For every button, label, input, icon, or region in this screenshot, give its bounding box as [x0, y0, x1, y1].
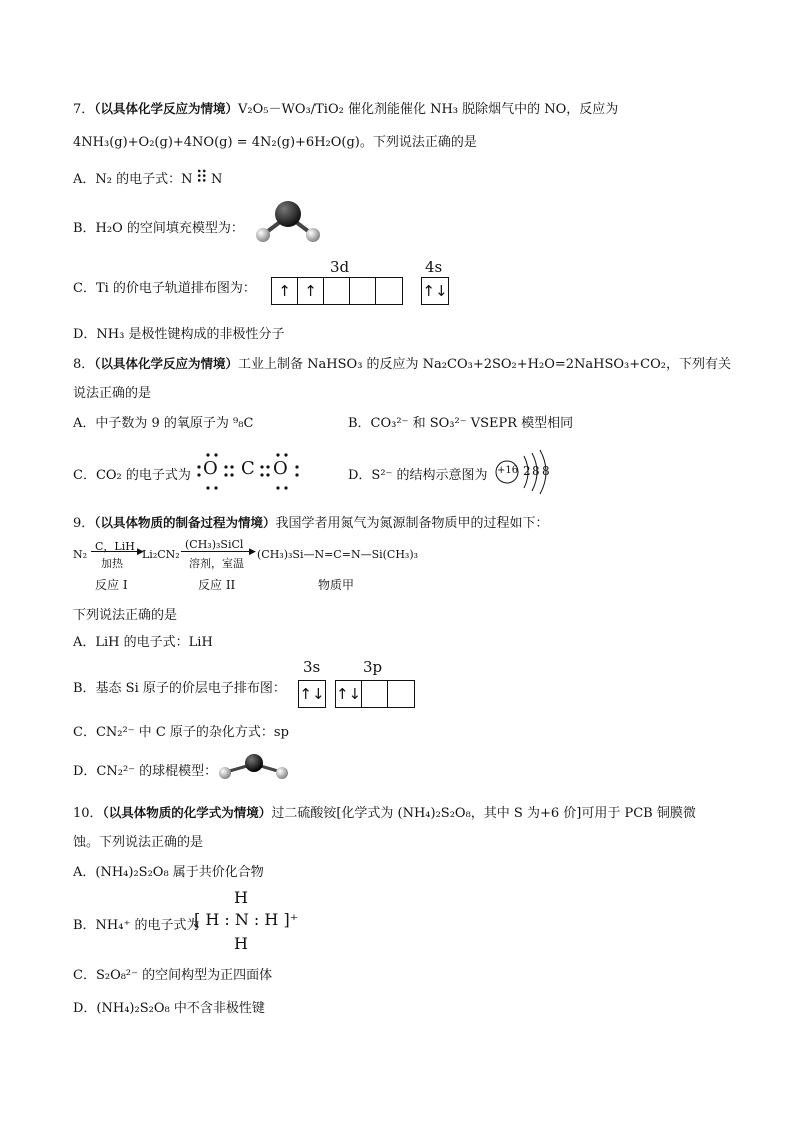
q10-number: 10． — [73, 806, 103, 821]
q7-option-c: C．Ti 的价电子轨道排布图为： — [73, 281, 256, 296]
orbital-cell — [388, 681, 414, 707]
q9-number: 9． — [73, 516, 95, 531]
q7-stem1: V₂O₅－WO₃/TiO₂ 催化剂能催化 NH₃ 脱除烟气中的 NO，反应为 — [238, 102, 619, 117]
scheme-arrow2-top: (CH₃)₃SiCl — [185, 538, 244, 551]
q7-option-b: B．H₂O 的空间填充模型为： — [73, 221, 244, 236]
si-3s-orbital — [298, 680, 326, 708]
orbital-cell: ↑↓ — [422, 282, 448, 300]
si-3p-orbitals — [335, 680, 415, 708]
q8-number: 8． — [73, 357, 95, 372]
co2-lewis-c: C — [241, 458, 255, 479]
q9-option-c: C．CN₂²⁻ 中 C 原子的杂化方式：sp — [73, 725, 289, 740]
q7-stem-line1 — [73, 98, 618, 117]
scheme-arrow1 — [91, 551, 141, 552]
nh4-bottom-h: H — [234, 934, 248, 953]
q9-option-d: D．CN₂²⁻ 的球棍模型： — [73, 764, 218, 779]
scheme-label1: 反应 I — [95, 578, 128, 592]
ti-3d-orbitals — [271, 277, 403, 305]
scheme-label3: 物质甲 — [318, 578, 355, 592]
orbital-cell: ↑ — [272, 278, 298, 304]
q8-stem-line1 — [73, 353, 731, 372]
q10-option-c: C．S₂O₈²⁻ 的空间构型为正四面体 — [73, 968, 273, 983]
scheme-mid: Li₂CN₂ — [142, 548, 180, 561]
q9-stem1: 我国学者用氮气为氮源制备物质甲的过程如下： — [275, 516, 549, 531]
scheme-product: (CH₃)₃Si—N=C=N—Si(CH₃)₃ — [257, 548, 419, 561]
orbital-cell — [376, 278, 402, 304]
orbital-cell — [362, 681, 388, 707]
scheme-arrow1-bottom: 加热 — [101, 557, 123, 570]
q9-tag: （以具体物质的制备过程为情境） — [94, 515, 276, 530]
q8-option-c: C．CO₂ 的电子式为 — [73, 468, 191, 483]
label-4s: 4s — [425, 258, 443, 276]
q9-option-b: B．基态 Si 原子的价层电子排布图： — [73, 681, 286, 696]
scheme-arrow1-top: C，LiH — [95, 540, 135, 553]
q8-option-b: B．CO₃²⁻ 和 SO₃²⁻ VSEPR 模型相同 — [348, 416, 574, 431]
q8-stem1: 工业上制备 NaHSO₃ 的反应为 Na₂CO₃+2SO₂+H₂O=2NaHSO₃+CO₂，下列有关 — [238, 357, 731, 372]
s2-nucleus: +16 — [497, 465, 519, 476]
q8-option-d: D．S²⁻ 的结构示意图为 — [348, 468, 488, 483]
co2-electron-dots-icon — [196, 452, 302, 492]
orbital-cell: ↑ — [298, 278, 324, 304]
s2-structure-diagram — [494, 448, 556, 496]
orbital-cell — [324, 278, 350, 304]
scheme-label2: 反应 II — [198, 578, 236, 592]
s2-shell-2: 8 — [532, 464, 540, 478]
orbital-cell — [350, 278, 376, 304]
q7-tag: （以具体化学反应为情境） — [94, 101, 239, 116]
co2-lewis-o1: O — [203, 458, 218, 479]
arrow-head-icon: ▶ — [137, 547, 144, 557]
q10-stem-line1 — [73, 802, 696, 821]
arrow-head-icon: ▶ — [249, 547, 256, 557]
q7-option-a — [73, 168, 222, 188]
nh4-lewis-formula: [ H : N : H ]⁺ — [194, 910, 299, 929]
q10-stem1: 过二硫酸铵[化学式为 (NH₄)₂S₂O₈，其中 S 为+6 价]可用于 PCB 铜膜微 — [271, 806, 696, 821]
q7-a-end: N — [210, 172, 223, 187]
q9-reaction-scheme — [73, 538, 473, 594]
q10-option-d: D．(NH₄)₂S₂O₈ 中不含非极性键 — [73, 1001, 265, 1016]
q7-option-d: D．NH₃ 是极性键构成的非极性分子 — [73, 327, 285, 342]
s2-shell-3: 8 — [542, 464, 550, 478]
q7-number: 7． — [73, 102, 95, 117]
q10-option-b: B．NH₄⁺ 的电子式为 — [73, 918, 200, 933]
scheme-arrow2-bottom: 溶剂，室温 — [189, 557, 244, 570]
q7-a-text: A．N₂ 的电子式：N — [73, 172, 193, 187]
q10-stem-line2: 蚀。下列说法正确的是 — [73, 835, 204, 850]
orbital-cell: ↑↓ — [299, 685, 325, 703]
q9-stem-line1 — [73, 512, 549, 531]
label-3p: 3p — [363, 658, 383, 676]
q9-stem-line2: 下列说法正确的是 — [73, 608, 178, 623]
scheme-arrow2 — [181, 551, 253, 552]
q7-a-dots: ⠿ — [195, 168, 208, 188]
q10-option-a: A．(NH₄)₂S₂O₈ 属于共价化合物 — [73, 865, 264, 880]
q8-option-a: A．中子数为 9 的氧原子为 ⁹₈C — [73, 416, 254, 431]
ti-4s-orbital — [421, 277, 449, 305]
cn2-ball-stick-model-icon — [214, 752, 294, 782]
h2o-space-filling-model-icon — [252, 198, 324, 246]
q10-tag: （以具体物质的化学式为情境） — [102, 805, 272, 820]
q8-tag: （以具体化学反应为情境） — [94, 356, 239, 371]
orbital-cell: ↑↓ — [336, 681, 362, 707]
scheme-start: N₂ — [73, 548, 88, 561]
nh4-top-h: H — [234, 888, 248, 907]
q8-stem-line2: 说法正确的是 — [73, 386, 152, 401]
label-3s: 3s — [303, 658, 321, 676]
s2-shell-1: 2 — [523, 464, 531, 478]
q7-stem-line2: 4NH₃(g)+O₂(g)+4NO(g) = 4N₂(g)+6H₂O(g)。下列说法正确的是 — [73, 135, 477, 150]
label-3d: 3d — [330, 258, 350, 276]
co2-lewis-o2: O — [273, 458, 288, 479]
q9-option-a: A．LiH 的电子式：LiH — [73, 635, 213, 650]
